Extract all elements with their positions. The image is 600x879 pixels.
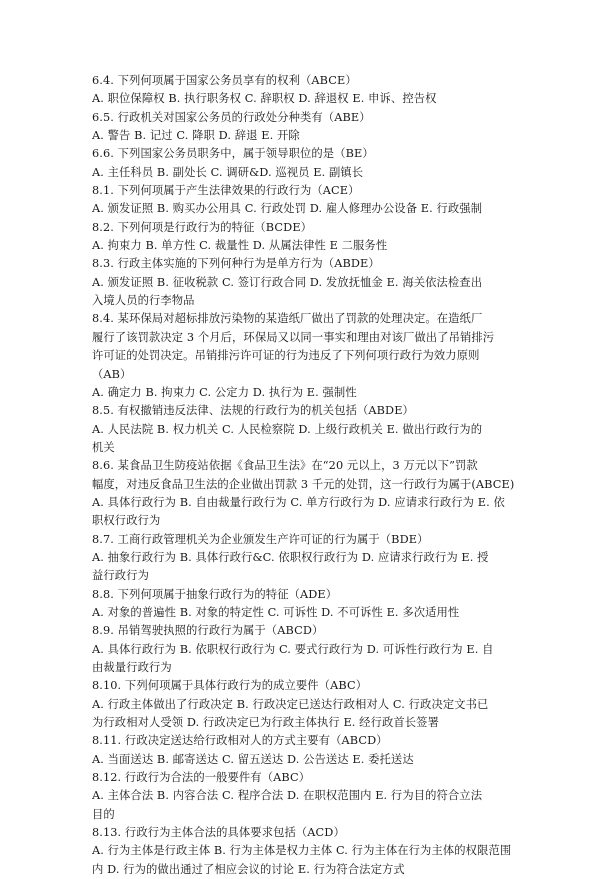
options-6-6: A. 主任科员 B. 副处长 C. 调研&D. 巡视员 E. 副镇长: [92, 165, 364, 179]
question-8-8: 8.8. 下列何项属于抽象行政行为的特征（ADE）: [92, 587, 338, 601]
options-8-7: A. 抽象行政行为 B. 具体行政行&C. 依职权行政行为 D. 应请求行政行为 E. 授: [92, 550, 489, 564]
options-8-6: A. 具体行政行为 B. 自由裁量行政行为 C. 单方行政行为 D. 应请求行政行为 E. 依: [92, 495, 505, 509]
question-8-4: 8.4. 某环保局对超标排放污染物的某造纸厂做出了罚款的处理决定。在造纸厂: [92, 312, 483, 326]
question-8-4-answer: （AB）: [92, 367, 132, 381]
options-8-7-cont: 益行政行为: [92, 569, 149, 583]
options-6-4: A. 职位保障权 B. 执行职务权 C. 辞职权 D. 辞退权 E. 申诉、控告权: [92, 92, 437, 106]
document-body: [92, 72, 524, 879]
question-8-4-cont-2: 许可证的处罚决定。吊销排污许可证的行为违反了下列何项行政行为效力原则: [92, 349, 480, 363]
options-8-5: A. 人民法院 B. 权力机关 C. 人民检察院 D. 上级行政机关 E. 做出行政行为的: [92, 422, 483, 436]
question-8-7: 8.7. 工商行政管理机关为企业颁发生产许可证的行为属于（BDE）: [92, 532, 429, 546]
options-8-10: A. 行政主体做出了行政决定 B. 行政决定已送达行政相对人 C. 行政决定文书已: [92, 697, 489, 711]
question-8-6: 8.6. 某食品卫生防疫站依据《食品卫生法》在“20 元以上，3 万元以下”罚款: [92, 459, 478, 473]
options-6-5: A. 警告 B. 记过 C. 降职 D. 辞退 E. 开除: [92, 129, 300, 143]
options-8-1: A. 颁发证照 B. 购买办公用具 C. 行政处罚 D. 雇人修理办公设备 E. 行政强制: [92, 202, 483, 216]
question-8-6-cont: 幅度，对违反食品卫生法的企业做出罚款 3 千元的处罚，这一行政行为属于(ABCE): [92, 477, 515, 491]
question-8-13: 8.13. 行政行为主体合法的具体要求包括（ACD）: [92, 826, 345, 840]
options-8-12: A. 主体合法 B. 内容合法 C. 程序合法 D. 在职权范围内 E. 行为目的符合立法: [92, 789, 483, 803]
options-8-9: A. 具体行政行为 B. 依职权行政行为 C. 要式行政行为 D. 可诉性行政行为 E. 自: [92, 642, 494, 656]
options-8-2: A. 拘束力 B. 单方性 C. 裁量性 D. 从属法律性 E 二服务性: [92, 239, 388, 253]
options-8-10-cont: 为行政相对人受领 D. 行政决定已为行政主体执行 E. 经行政首长签署: [92, 716, 439, 730]
question-8-5: 8.5. 有权撤销违反法律、法规的行政行为的机关包括（ABDE）: [92, 404, 414, 418]
options-8-3: A. 颁发证照 B. 征收税款 C. 签订行政合同 D. 发放抚恤金 E. 海关依法检查出: [92, 275, 483, 289]
options-8-13: A. 行为主体是行政主体 B. 行为主体是权力主体 C. 行为主体在行为主体的权限范围: [92, 844, 512, 858]
question-8-3: 8.3. 行政主体实施的下列何种行为是单方行为（ABDE）: [92, 257, 380, 271]
options-8-5-cont: 机关: [92, 440, 115, 454]
question-8-11: 8.11. 行政决定送达给行政相对人的方式主要有（ABCD）: [92, 734, 388, 748]
options-8-3-cont: 入境人员的行李物品: [92, 294, 195, 308]
question-8-12: 8.12. 行政行为合法的一般要件有（ABC）: [92, 771, 311, 785]
options-8-8: A. 对象的普遍性 B. 对象的特定性 C. 可诉性 D. 不可诉性 E. 多次适用性: [92, 605, 460, 619]
question-8-9: 8.9. 吊销驾驶执照的行政行为属于（ABCD）: [92, 624, 324, 638]
question-6-6: 6.6. 下列国家公务员职务中，属于领导职位的是（BE）: [92, 147, 374, 161]
options-8-13-cont: 内 D. 行为的做出通过了相应会议的讨论 E. 行为符合法定方式: [92, 862, 405, 876]
question-8-4-cont-1: 履行了该罚款决定 3 个月后，环保局又以同一事实和理由对该厂做出了吊销排污: [92, 330, 495, 344]
options-8-12-cont: 目的: [92, 807, 115, 821]
question-8-1: 8.1. 下列何项属于产生法律效果的行政行为（ACE）: [92, 184, 360, 198]
question-8-10: 8.10. 下列何项属于具体行政行为的成立要件（ABC）: [92, 679, 368, 693]
options-8-11: A. 当面送达 B. 邮寄送达 C. 留五送达 D. 公告送达 E. 委托送达: [92, 752, 414, 766]
options-8-6-cont: 职权行政行为: [92, 514, 161, 528]
question-6-4: 6.4. 下列何项属于国家公务员享有的权利（ABCE）: [92, 74, 357, 87]
question-8-2: 8.2. 下列何项是行政行为的特征（BCDE）: [92, 220, 313, 234]
options-8-9-cont: 由裁量行政行为: [92, 661, 172, 674]
options-8-4: A. 确定力 B. 拘束力 C. 公定力 D. 执行为 E. 强制性: [92, 385, 357, 399]
question-6-5: 6.5. 行政机关对国家公务员的行政处分种类有（ABE）: [92, 110, 371, 124]
